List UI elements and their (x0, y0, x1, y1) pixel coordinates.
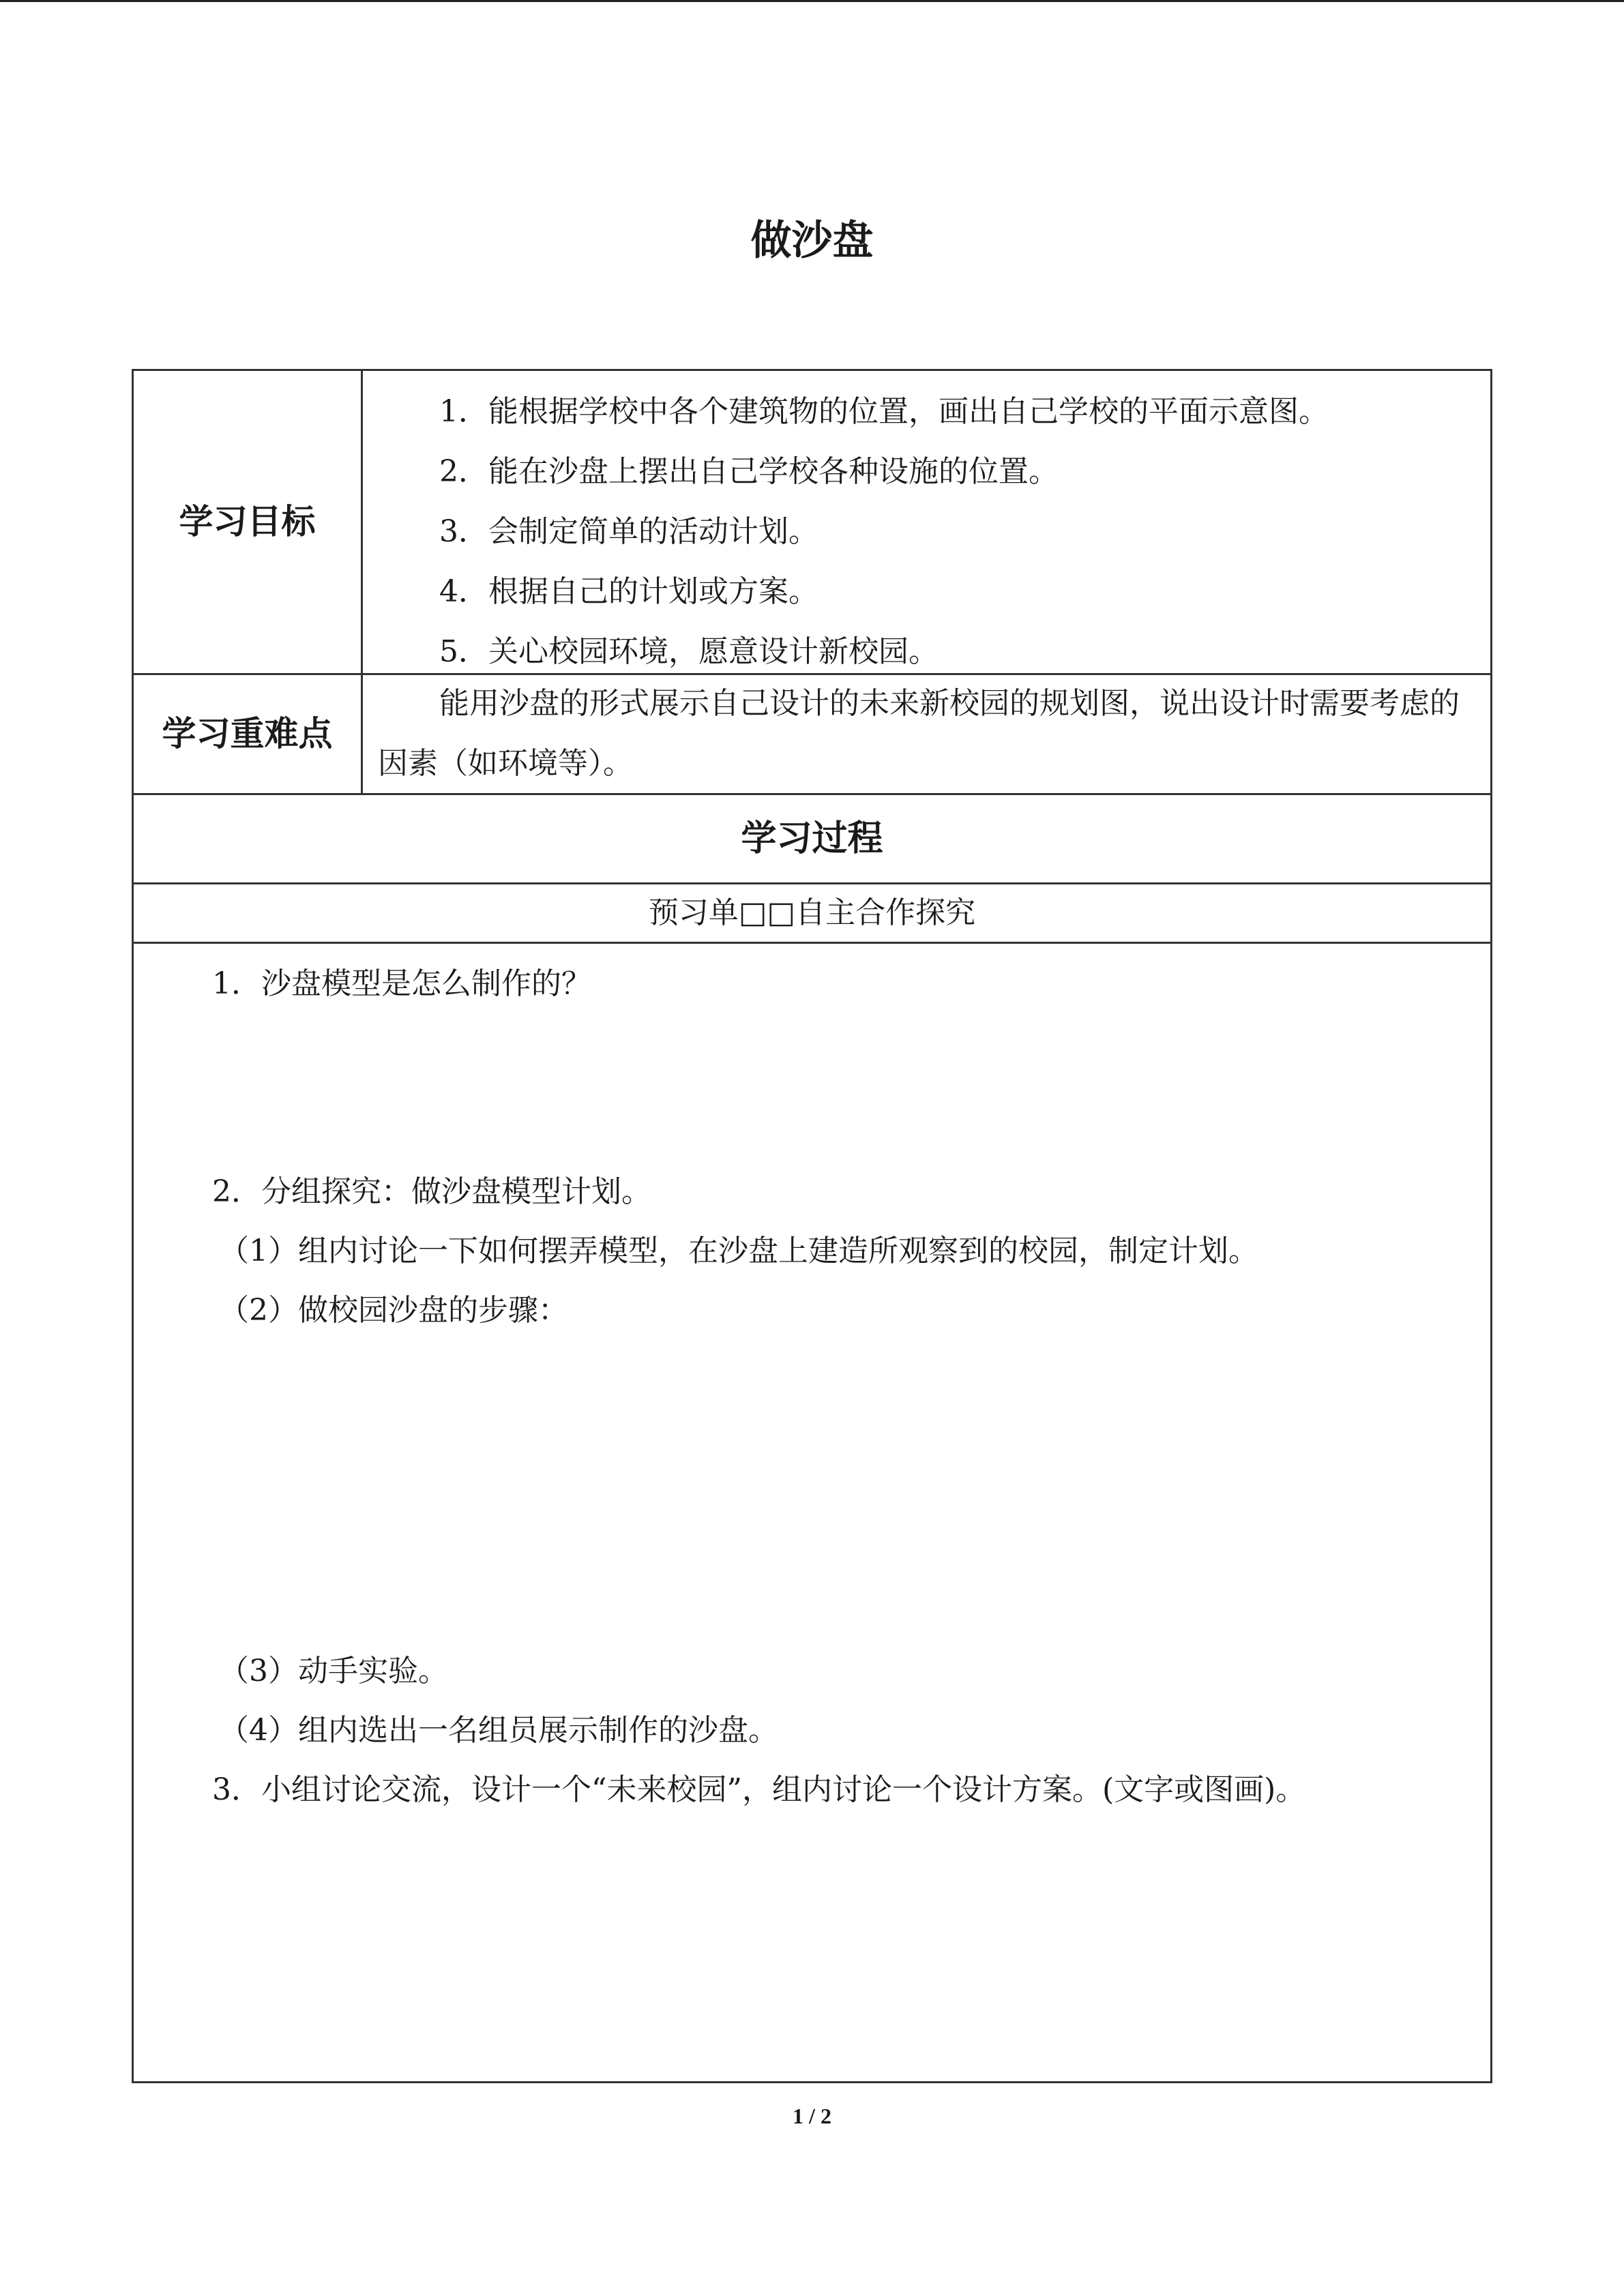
question-2-part-4: （4）组内选出一名组员展示制作的沙盘。 (219, 1713, 778, 1748)
key-points-text: 能用沙盘的形式展示自己设计的未来新校园的规划图，说出设计时需要考虑的因素（如环境等）。 (378, 686, 1460, 781)
lesson-table (132, 369, 1492, 2083)
objectives-label: 学习目标 (179, 502, 316, 541)
process-subheading: 预习单□□自主合作探究 (648, 895, 976, 930)
question-2: 2．分组探究：做沙盘模型计划。 (212, 1174, 651, 1209)
question-2-part-3: （3）动手实验。 (219, 1654, 448, 1688)
page-number: 1 / 2 (793, 2104, 831, 2128)
process-heading: 学习过程 (741, 818, 883, 859)
column-divider (361, 371, 363, 793)
page-title: 做沙盘 (750, 217, 874, 265)
objective-item: 4．根据自己的计划或方案。 (439, 574, 818, 609)
objective-item: 5．关心校园环境，愿意设计新校园。 (439, 634, 939, 669)
objective-item: 1．能根据学校中各个建筑物的位置，画出自己学校的平面示意图。 (439, 394, 1329, 429)
row-divider (134, 942, 1490, 944)
question-2-part-1: （1）组内讨论一下如何摆弄模型，在沙盘上建造所观察到的校园，制定计划。 (219, 1234, 1258, 1268)
question-2-part-2: （2）做校园沙盘的步骤： (219, 1293, 568, 1328)
objective-item: 3．会制定简单的活动计划。 (439, 514, 818, 549)
key-points-label: 学习重难点 (162, 714, 333, 754)
question-1: 1．沙盘模型是怎么制作的？ (212, 966, 591, 1001)
objective-item: 2．能在沙盘上摆出自己学校各种设施的位置。 (439, 454, 1059, 489)
question-3: 3．小组讨论交流，设计一个“未来校园”，组内讨论一个设计方案。(文字或图画)。 (212, 1772, 1306, 1807)
top-border-line (0, 0, 1624, 2)
